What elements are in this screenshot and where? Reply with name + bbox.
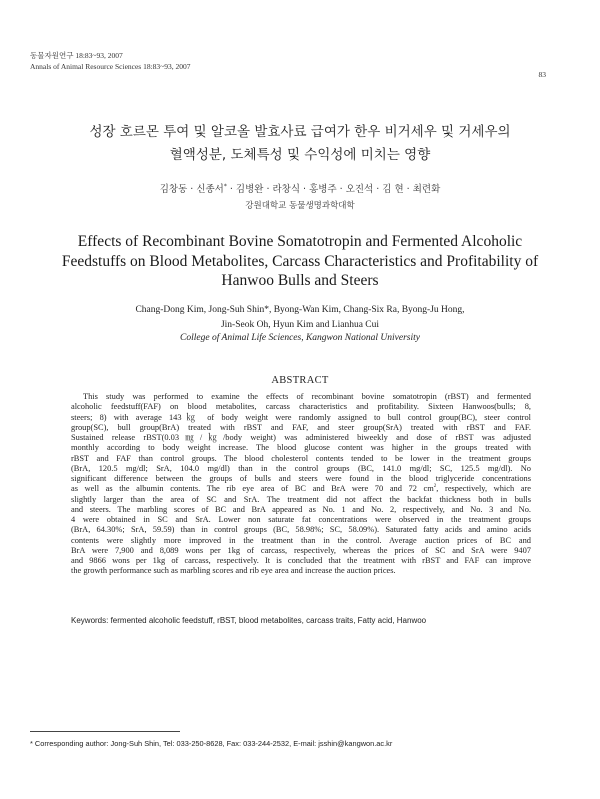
abstract-line: rBST and FAF than control groups. The blood cholesterol contents tended to be lower in the treatment groups (71, 453, 531, 463)
abstract-heading: ABSTRACT (271, 375, 329, 386)
abstract-line: steers; 8) with average 143㎏ of body weight were randomly assigned to bull control group(BC), steer control (71, 412, 531, 422)
abstract-body (71, 392, 531, 577)
footnote-divider (30, 731, 180, 732)
english-authors (0, 303, 600, 332)
abstract-line: (BrA, 120.5 mg/dl; SrA, 104.0 mg/dl) than in the control groups (BC, 141.0 mg/dl; SC, 125.5 mg/dl). No (71, 463, 531, 473)
english-title (0, 232, 600, 291)
korean-title-line-2: 혈액성분, 도체특성 및 수익성에 미치는 영향 (169, 147, 431, 163)
korean-title-line-1: 성장 호르몬 투여 및 알코올 발효사료 급여가 한우 비거세우 및 거세우의 (89, 124, 511, 140)
abstract-line: significant difference between the groups of bulls and steers were found in the blood triglyceride concentrations (71, 474, 531, 483)
abstract-line: (BrA, 64.30%; SrA, 59.59) than in control groups (BC, 58.98%; SC, 58.09%). Saturated fatty acids and amino acids (71, 525, 531, 535)
english-title-line-3: Hanwoo Bulls and Steers (221, 272, 379, 289)
english-title-line-1: Effects of Recombinant Bovine Somatotropin and Fermented Alcoholic (77, 233, 523, 250)
corresponding-mark: * (223, 182, 227, 190)
abstract-line: monthly according to body weight increase. The blood glucose content was higher in the groups treated with (71, 443, 531, 453)
abstract-line-rib-eye (71, 484, 531, 494)
abstract-line: group(SC), bull group(BrA) treated with rBST and FAF, and steer group(SrA) treated with rBST and FAF. (71, 422, 531, 432)
korean-title (0, 121, 600, 167)
journal-citation (30, 50, 191, 72)
corresponding-author-footnote: * Corresponding author: Jong-Suh Shin, Tel: 033-250-8628, Fax: 033-244-2532, E-mail: jsshin@kangwon.ac.kr (30, 739, 393, 748)
abstract-line: This study was performed to examine the effects of recombinant bovine somatotropin (rBST) and fermented (83, 392, 531, 401)
english-title-line-2: Feedstuffs on Blood Metabolites, Carcass Characteristics and Profitability of (61, 252, 539, 270)
korean-authors (0, 181, 600, 195)
abstract-line: Sustained release rBST(0.03㎎/㎏/body weight) was administered biweekly and dose of rBST was adjusted (71, 433, 531, 442)
abstract-line: BrA were 7,900 and 8,089 wons per 1kg of carcass, respectively, whereas the prices of SC and SrA were 9407 (71, 545, 531, 555)
korean-authors-rest: · 김병완 · 라창식 · 홍병주 · 오진석 · 김 현 · 최련화 (226, 184, 441, 195)
abstract-line: slightly larger than the area of SC and SrA. The treatment did not affect the backfat thickness both in bulls (71, 494, 531, 504)
abstract-line: 4 were obtained in SC and SrA. Lower non saturate fat concentrations were observed in the treatment groups (71, 515, 531, 524)
superscript-2: 2 (433, 484, 437, 490)
keywords: Keywords: fermented alcoholic feedstuff, rBST, blood metabolites, carcass traits, Fatty acid, Hanwoo (71, 616, 427, 625)
journal-citation-en: Annals of Animal Resource Sciences 18:83~93, 2007 (30, 62, 191, 71)
english-authors-line-1: Chang-Dong Kim, Jong-Suh Shin*, Byong-Wan Kim, Chang-Six Ra, Byong-Ju Hong, (135, 305, 465, 315)
korean-authors-first: 김창동 · 신종서 (159, 184, 224, 195)
abstract-line: alcoholic feedstuff(FAF) on blood metabolites, carcass characteristics and profitability. Sixteen Hanwoos(bulls; 8, (71, 402, 531, 412)
abstract-line: the growth performance such as marbling scores and rib eye area and increase the auction prices. (71, 566, 396, 576)
page-number: 83 (538, 70, 546, 79)
english-affiliation: College of Animal Life Sciences, Kangwon National University (180, 333, 420, 343)
english-authors-line-2: Jin-Seok Oh, Hyun Kim and Lianhua Cui (220, 319, 380, 330)
journal-citation-ko: 동물자원연구 18:83~93, 2007 (30, 51, 123, 60)
korean-affiliation: 강원대학교 동물생명과학대학 (245, 201, 355, 211)
rib-eye-text-end: , respectively, which are (436, 484, 531, 494)
abstract-line: and 9866 wons per 1kg of carcass, respectively. It is concluded that the treatment with rBST and FAF can improve (71, 556, 531, 565)
rib-eye-text: as well as the albumin contents. The rib eye area of BC and BrA were 70 and 72 cm (71, 484, 434, 494)
abstract-line: and steers. The marbling scores of BC and BrA appeared as No. 1 and No. 2, respectively, and No. 3 and No. (71, 504, 531, 514)
abstract-line: contents were slightly more improved in the treatment than in the control. Average auction prices of BC and (71, 535, 531, 545)
